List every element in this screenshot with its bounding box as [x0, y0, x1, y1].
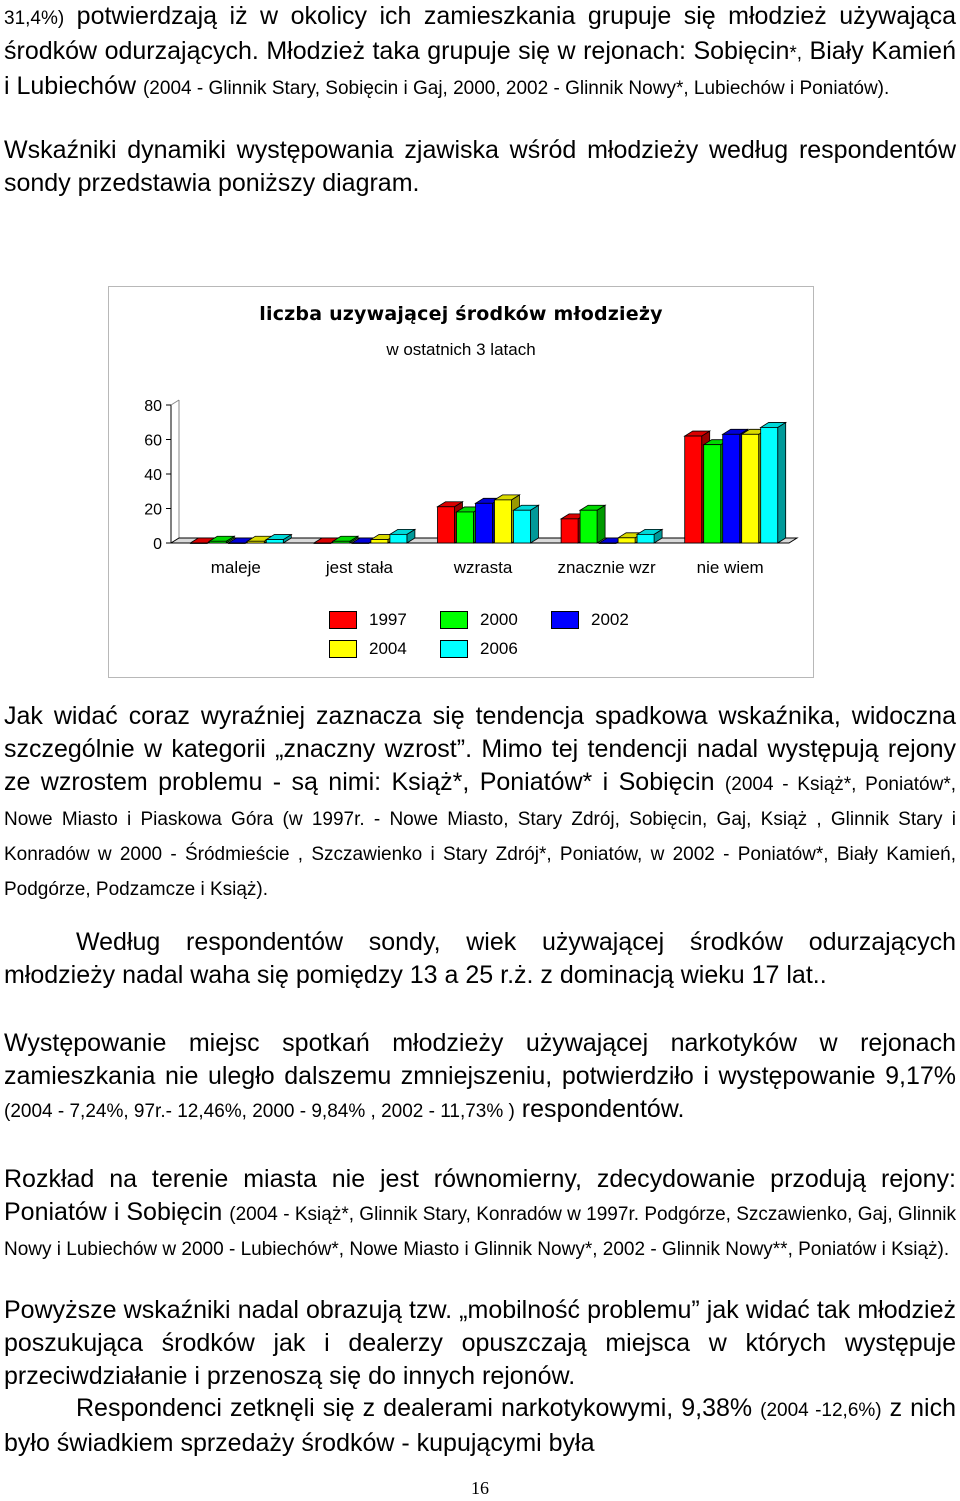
- bar: [438, 507, 455, 543]
- paragraph-1-regions: Biały Kamień i Lubiechów: [4, 37, 956, 100]
- paragraph-6-note: (2004 - Książ*, Glinnik Stary, Konradów w 1997r. Podgórze, Szczawienko, Gaj, Glinnik Nowy i Lubiechów w 2000 - Lubiechów*, Nowe Miasto i Glinnik Nowy*, 2002 - Glinnik Nowy**, Poniatów i Książ).: [4, 1204, 956, 1260]
- bar: [495, 500, 512, 543]
- paragraph-8: [4, 1392, 956, 1460]
- bar: [618, 538, 635, 543]
- paragraph-4-text: Według respondentów sondy, wiek używającej środków odurzających młodzieży nadal waha się pomiędzy 13 a 25 r.ż. z dominacją wieku 17 lat..: [4, 928, 956, 989]
- bar: [704, 445, 721, 543]
- chart-title: liczba uzywającej środków młodzieży: [259, 303, 663, 325]
- percent-note: 31,4%): [4, 8, 65, 29]
- bar: [266, 540, 283, 543]
- bar-chart: [108, 286, 814, 678]
- legend-item: [551, 609, 629, 631]
- paragraph-7: Powyższe wskaźniki nadal obrazują tzw. „mobilność problemu” jak widać tak młodzież poszukująca środków jak i dealerzy opuszczają miejsca w których występuje przeciwdziałanie i przenoszą się do innych rejonów.: [4, 1296, 956, 1390]
- bar: [314, 543, 331, 544]
- y-tick-label: 60: [144, 432, 162, 450]
- paragraph-5-end: respondentów.: [514, 1095, 685, 1123]
- bar-side: [531, 505, 539, 543]
- paragraph-3-note: (2004 - Książ*, Poniatów*, Nowe Miasto i Piaskowa Góra (w 1997r. - Nowe Miasto, Stary Zdrój, Sobięcin, Gaj, Książ , Glinnik Stary i Konradów w 2000 - Śródmieście , Szczawienko i Stary Zdrój*, Poniatów, w 2002 - Poniatów*, Biały Kamień, Podgórze, Podzamcze i Książ).: [4, 774, 957, 900]
- bar: [333, 541, 350, 543]
- y-tick-label: 40: [144, 467, 162, 484]
- legend-item: [329, 638, 407, 660]
- paragraph-1-text: potwierdzają iż w okolicy ich zamieszkania grupuje się młodzież używająca środków odurzających. Młodzież taka grupuje się w rejonach: Sobięcin: [4, 2, 956, 65]
- bar: [371, 540, 388, 543]
- bar: [599, 543, 616, 544]
- legend-item: [440, 609, 518, 631]
- legend-swatch: [329, 640, 357, 658]
- legend-item: [440, 638, 518, 660]
- x-tick-label: maleje: [210, 558, 261, 577]
- paragraph-8-end: z nich było świadkiem sprzedaży środków - kupującymi była: [4, 1394, 956, 1457]
- paragraph-1: [4, 0, 956, 105]
- paragraph-6-text: Rozkład na terenie miasta nie jest równomierny, zdecydowanie przodują rejony: Poniatów i Sobięcin: [4, 1165, 956, 1226]
- bar: [637, 534, 654, 543]
- bar: [457, 512, 474, 543]
- bar: [228, 543, 245, 544]
- x-tick-label: nie wiem: [696, 558, 764, 577]
- paragraph-5-text: Występowanie miejsc spotkań młodzieży używającej narkotyków w rejonach zamieszkania nie uległo dalszemu zmniejszeniu, potwierdziło i występowanie 9,17%: [4, 1029, 956, 1090]
- paragraph-8-text: Respondenci zetknęli się z dealerami narkotykowymi, 9,38%: [76, 1394, 761, 1422]
- bar: [761, 427, 778, 543]
- legend-label: 1997: [369, 610, 407, 629]
- bar-side: [778, 422, 786, 543]
- paragraph-6: [4, 1163, 956, 1266]
- legend-swatch: [551, 611, 579, 629]
- legend-label: 2002: [591, 610, 629, 629]
- bar: [390, 534, 407, 543]
- bar: [190, 543, 207, 544]
- legend-item: [329, 609, 407, 631]
- paragraph-8-note: (2004 -12,6%): [760, 1400, 882, 1421]
- bar: [209, 541, 226, 543]
- legend-label: 2006: [480, 639, 518, 658]
- page-number: 16: [471, 1478, 489, 1498]
- y-tick-label: 0: [153, 536, 162, 553]
- x-tick-label: wzrasta: [453, 558, 513, 577]
- legend-label: 2000: [480, 610, 518, 629]
- bar: [247, 541, 264, 543]
- paragraph-5-note: (2004 - 7,24%, 97r.- 12,46%, 2000 - 9,84% , 2002 - 11,73% ): [4, 1101, 515, 1122]
- bar: [723, 434, 740, 543]
- bar: [352, 543, 369, 544]
- x-tick-label: znacznie wzr: [557, 558, 656, 577]
- legend-swatch: [329, 611, 357, 629]
- paragraph-3-text: Jak widać coraz wyraźniej zaznacza się tendencja spadkowa wskaźnika, widoczna szczególnie w kategorii „znaczny wzrost”. Mimo tej tendencji nadal występują rejony ze wzrostem problemu - są nimi: Książ*, Poniatów* i Sobięcin: [4, 702, 956, 796]
- paragraph-1-note: (2004 - Glinnik Stary, Sobięcin i Gaj, 2000, 2002 - Glinnik Nowy*, Lubiechów i Poniatów).: [142, 78, 890, 99]
- chart-subtitle: w ostatnich 3 latach: [386, 340, 536, 359]
- bar: [580, 510, 597, 543]
- y-tick-label: 20: [144, 501, 162, 519]
- legend-swatch: [440, 611, 468, 629]
- x-tick-label: jest stała: [325, 558, 393, 577]
- paragraph-4: [4, 926, 956, 992]
- bar: [476, 503, 493, 543]
- bar: [685, 436, 702, 543]
- bar-side: [597, 505, 605, 543]
- y-axis-top-edge: [171, 400, 179, 405]
- bar: [742, 434, 759, 543]
- legend-swatch: [440, 640, 468, 658]
- asterisk-note: *,: [789, 43, 803, 64]
- bar: [561, 519, 578, 543]
- y-tick-label: 80: [144, 398, 162, 415]
- paragraph-3: [4, 700, 956, 906]
- paragraph-5: [4, 1027, 956, 1128]
- legend-label: 2004: [369, 639, 407, 658]
- paragraph-2: Wskaźniki dynamiki występowania zjawiska wśród młodzieży według respondentów sondy przedstawia poniższy diagram.: [4, 136, 956, 197]
- bar: [514, 510, 531, 543]
- chart-legend: [329, 609, 629, 669]
